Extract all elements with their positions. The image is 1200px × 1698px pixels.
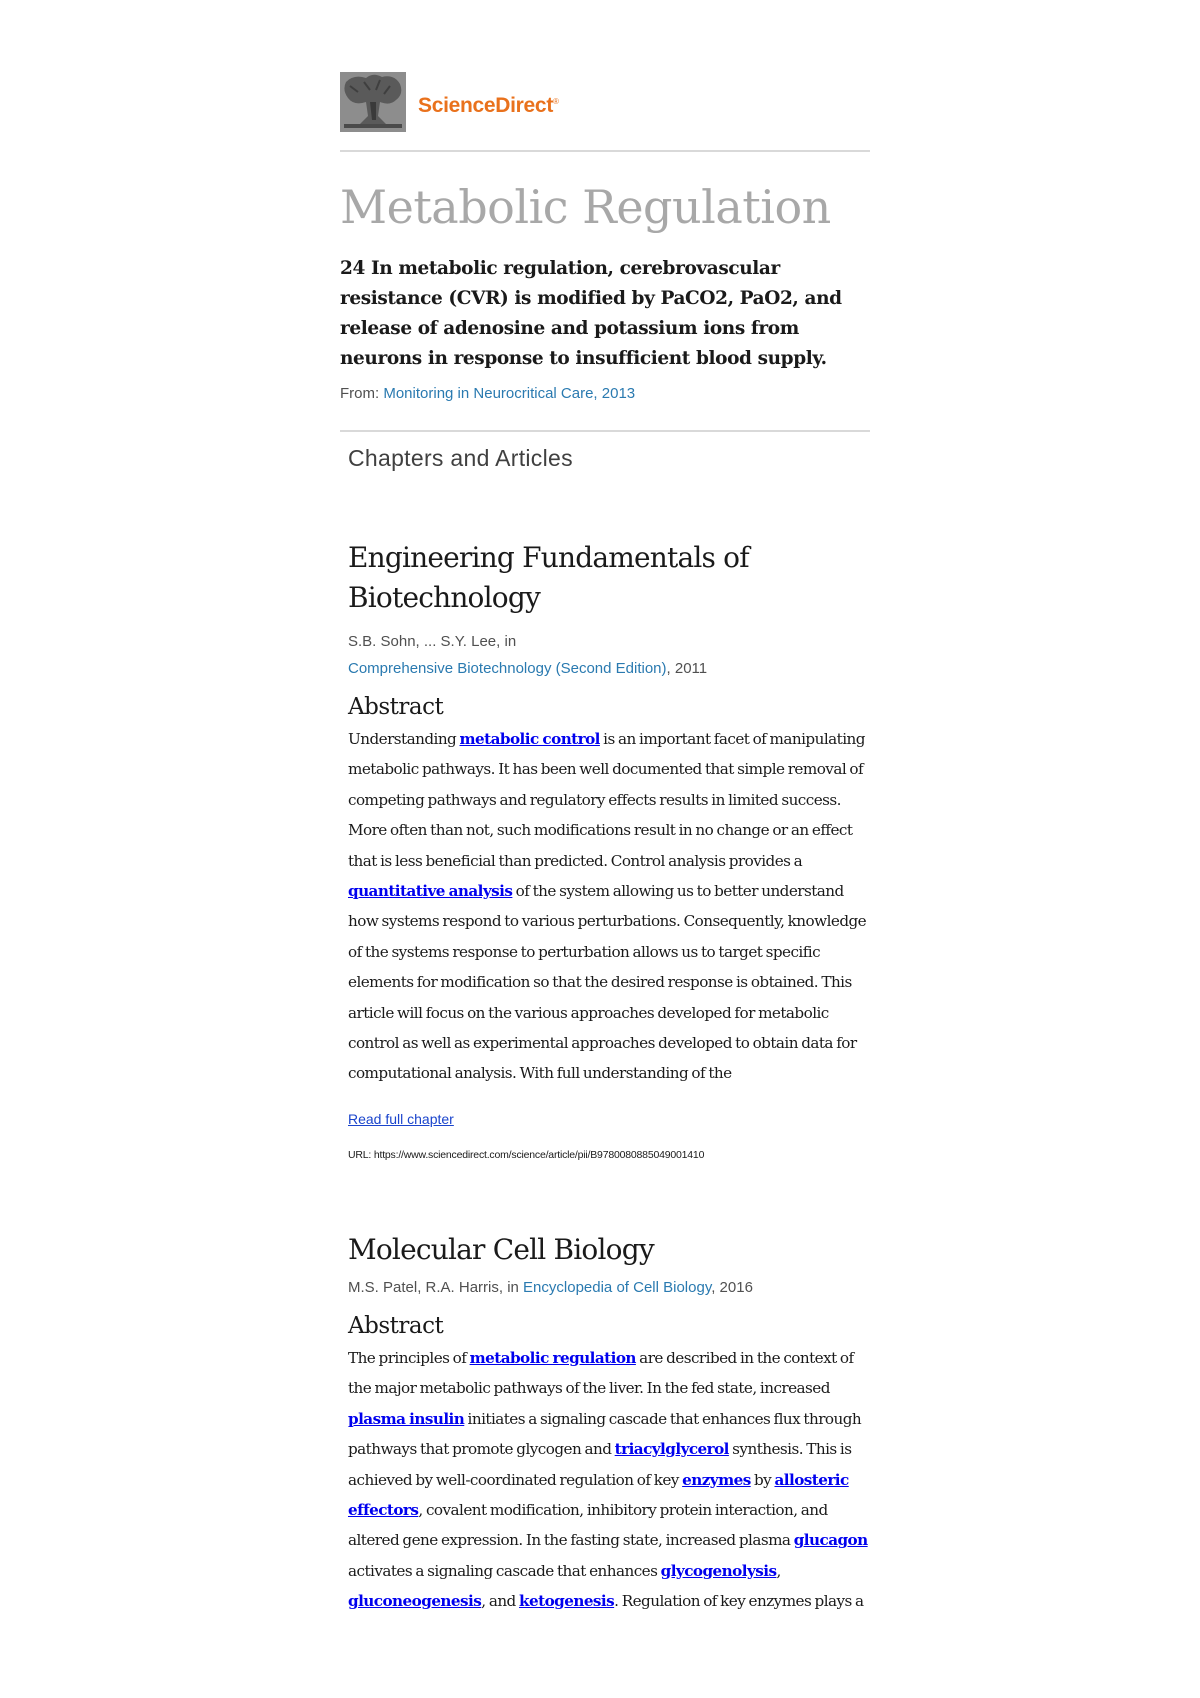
section-divider	[340, 430, 870, 432]
article-url: URL: https://www.sciencedirect.com/science/article/pii/B9780080885049001410	[348, 1148, 705, 1161]
from-label: From:	[340, 385, 384, 402]
term-link[interactable]: enzymes	[682, 1470, 751, 1489]
brand-name: ScienceDirect	[418, 94, 554, 117]
article-source-link[interactable]: Encyclopedia of Cell Biology	[523, 1279, 712, 1296]
term-link[interactable]: glucagon	[793, 1531, 868, 1550]
term-link[interactable]: allosteric effectors	[348, 1470, 849, 1520]
abstract-heading: Abstract	[348, 694, 444, 720]
section-heading: Chapters and Articles	[348, 445, 573, 471]
page-title: Metabolic Regulation	[340, 180, 831, 234]
elsevier-tree-icon[interactable]	[340, 72, 406, 132]
registered-mark: ®	[553, 97, 559, 106]
term-link[interactable]: triacylglycerol	[614, 1440, 729, 1459]
definition-source	[340, 385, 635, 402]
abstract-text: The principles of metabolic regulation are described in the context of the major metabolic pathways of the liver. In the fed state, increased plasma insulin initiates a signaling cascade that enhances flux through pathways that promote glycogen and triacylglycerol synthesis. This is achieved by well-coordinated regulation of key enzymes by allosteric effectors, covalent modification, inhibitory protein interaction, and altered gene expression. In the fasting state, increased plasma glucagon activates a signaling cascade that enhances glycogenolysis, gluconeogenesis, and ketogenesis. Regulation of key enzymes plays a	[348, 1349, 868, 1611]
term-link[interactable]: glycogenolysis	[660, 1561, 777, 1580]
article-card	[348, 538, 868, 1161]
article-source-link[interactable]: Comprehensive Biotechnology (Second Edition)	[348, 660, 667, 677]
term-link[interactable]: metabolic regulation	[469, 1349, 636, 1367]
article-card	[348, 1230, 868, 1617]
header	[340, 72, 870, 132]
article-meta	[348, 1274, 868, 1301]
article-year: , 2011	[666, 660, 708, 677]
topic-definition: 24 In metabolic regulation, cerebrovascular resistance (CVR) is modified by PaCO2, PaO2, and release of adenosine and potassium ions from neurons in response to insufficient blood supply.	[340, 258, 842, 369]
article-year: , 2016	[711, 1279, 753, 1296]
header-divider	[340, 150, 870, 152]
read-full-chapter-link[interactable]: Read full chapter	[348, 1110, 454, 1127]
abstract-text: Understanding metabolic control is an important facet of manipulating metabolic pathways. It has been well documented that simple removal of competing pathways and regulatory effects results in limited success. More often than not, such modifications result in no change or an effect that is less beneficial than predicted. Control analysis provides a quantitative analysis of the system allowing us to better understand how systems respond to various perturbations. Consequently, knowledge of the systems response to perturbation allows us to target specific elements for modification so that the desired response is obtained. This article will focus on the various approaches developed for metabolic control as well as experimental approaches developed to obtain data for computational analysis. With full understanding of the	[348, 730, 867, 1083]
article-title[interactable]: Molecular Cell Biology	[348, 1233, 654, 1266]
article-authors: S.B. Sohn, ... S.Y. Lee, in	[348, 633, 517, 650]
term-link[interactable]: plasma insulin	[348, 1409, 465, 1428]
term-link[interactable]: quantitative analysis	[348, 882, 513, 901]
article-title[interactable]: Engineering Fundamentals of Biotechnology	[348, 541, 749, 614]
article-meta	[348, 628, 868, 682]
term-link[interactable]: ketogenesis	[519, 1592, 615, 1611]
article-authors: M.S. Patel, R.A. Harris, in	[348, 1279, 524, 1296]
sciencedirect-logo[interactable]	[418, 94, 559, 118]
term-link[interactable]: gluconeogenesis	[348, 1592, 482, 1611]
source-link[interactable]: Monitoring in Neurocritical Care, 2013	[383, 385, 636, 402]
abstract-heading: Abstract	[348, 1313, 444, 1339]
term-link[interactable]: metabolic control	[459, 730, 600, 748]
